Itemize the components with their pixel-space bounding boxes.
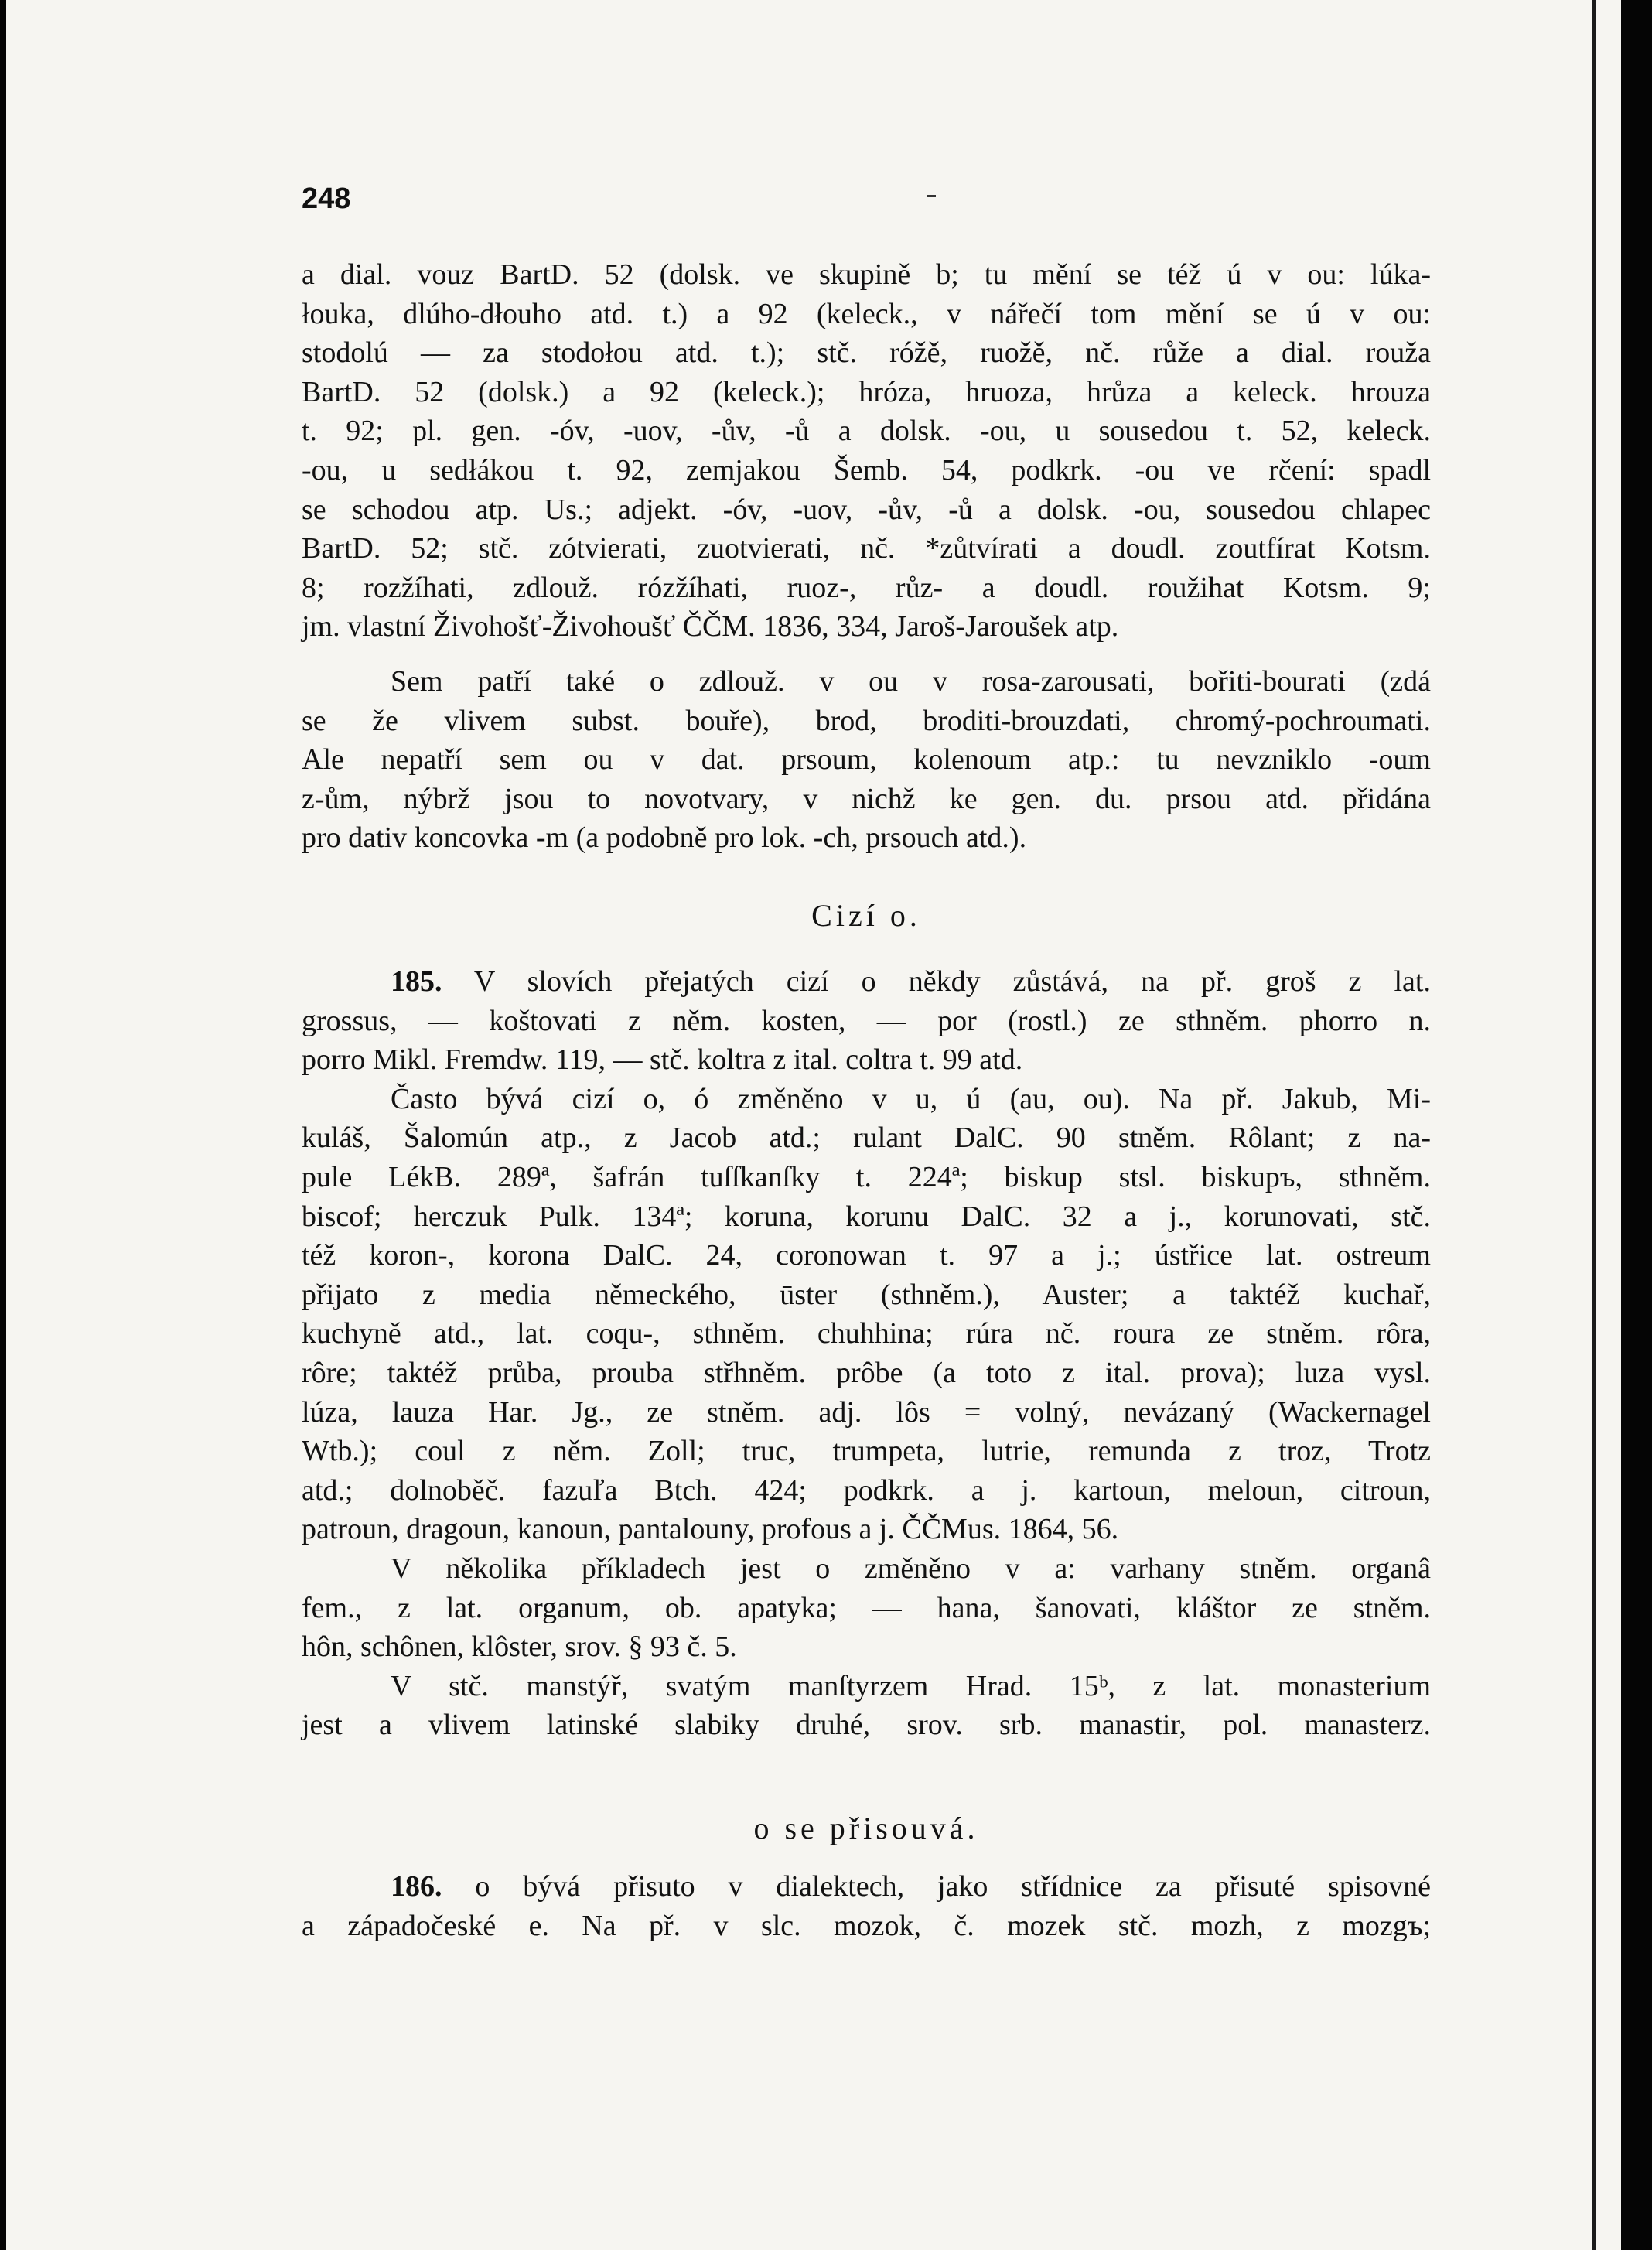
- text-line: BartD. 52; stč. zótvierati, zuotvierati, nč. *zůtvírati a doudl. zoutfírat Kotsm.: [302, 532, 1431, 565]
- paragraph-number: 185.: [391, 965, 442, 998]
- text-line: pule LékB. 289ª, šafrán tuſſkanſky t. 224ª; biskup stsl. biskupъ, sthněm.: [302, 1160, 1431, 1193]
- text-line: V několika příkladech jest o změněno v a: varhany stněm. organâ: [391, 1552, 1431, 1585]
- text-line: Wtb.); coul z něm. Zoll; truc, trumpeta, lutrie, remunda z troz, Trotz: [302, 1435, 1431, 1468]
- text-line: jm. vlastní Živohošť-Živohoušť ČČM. 1836, 334, Jaroš-Jaroušek atp.: [302, 610, 1119, 644]
- text-line: z-ům, nýbrž jsou to novotvary, v nichž ke gen. du. prsou atd. přidána: [302, 782, 1431, 815]
- text-line: Často bývá cizí o, ó změněno v u, ú (au, ou). Na př. Jakub, Mi-: [391, 1082, 1431, 1115]
- text-line: se že vlivem subst. bouře), brod, broditi-brouzdati, chromý-pochroumati.: [302, 704, 1431, 737]
- text-line: a dial. vouz BartD. 52 (dolsk. ve skupině b; tu mění se též ú v ou: lúka-: [302, 258, 1431, 291]
- text-line: 185. V slovích přejatých cizí o někdy zůstává, na př. groš z lat.: [391, 965, 1431, 998]
- text-line: hôn, schônen, klôster, srov. § 93 č. 5.: [302, 1630, 737, 1664]
- text-line: stodolú — za stodołou atd. t.); stč. róžě, ruožě, nč. růže a dial. rouža: [302, 336, 1431, 370]
- book-page: [6, 0, 1621, 2250]
- text-line: a západočeské e. Na př. v slc. mozok, č. mozek stč. mozh, z mozgъ;: [302, 1909, 1431, 1942]
- text-line: kuláš, Šalomún atp., z Jacob atd.; rulant DalC. 90 stněm. Rôlant; z na-: [302, 1122, 1431, 1155]
- text-line: BartD. 52 (dolsk.) a 92 (keleck.); hróza, hruoza, hrůza a keleck. hrouza: [302, 375, 1431, 408]
- text-line: t. 92; pl. gen. -óv, -uov, -ův, -ů a dolsk. -ou, u sousedou t. 52, keleck.: [302, 415, 1431, 448]
- paragraph-sem-patri: [302, 662, 1431, 858]
- text-line: lúza, lauza Har. Jg., ze stněm. adj. lôs = volný, nevázaný (Wackernagel: [302, 1395, 1431, 1429]
- section-heading-cizi-o: Cizí o.: [811, 898, 921, 933]
- text-line: 8; rozžíhati, zdlouž. rózžíhati, ruoz-, růz- a doudl. roužihat Kotsm. 9;: [302, 571, 1431, 604]
- text-line: kuchyně atd., lat. coqu-, sthněm. chuhhina; rúra nč. roura ze stněm. rôra,: [302, 1317, 1431, 1350]
- text-line: porro Mikl. Fremdw. 119, — stč. koltra z ital. coltra t. 99 atd.: [302, 1043, 1023, 1077]
- text-line: patroun, dragoun, kanoun, pantalouny, profous a j. ČČMus. 1864, 56.: [302, 1513, 1119, 1546]
- text-line: Ale nepatří sem ou v dat. prsoum, kolenoum atp.: tu nevzniklo -oum: [302, 743, 1431, 777]
- text-line: -ou, u sedłákou t. 92, zemjakou Šemb. 54, podkrk. -ou ve rčení: spadl: [302, 453, 1431, 487]
- text-line: łouka, dlúho-dłouho atd. t.) a 92 (keleck., v nářečí tom mění se ú v ou:: [302, 297, 1431, 330]
- text-line: se schodou atp. Us.; adjekt. -óv, -uov, -ův, -ů a dolsk. -ou, sousedou chlapec: [302, 493, 1431, 526]
- paragraph-186: [302, 1867, 1431, 1945]
- text-line: jest a vlivem latinské slabiky druhé, srov. srb. manastir, pol. manasterz.: [302, 1709, 1431, 1742]
- text-line: přijato z media německého, ūster (sthněm.), Auster; a taktéž kuchař,: [302, 1278, 1431, 1311]
- text-line: atd.; dolnoběč. fazuľa Btch. 424; podkrk. a j. kartoun, meloun, citroun,: [302, 1473, 1431, 1507]
- text-line: biscof; herczuk Pulk. 134ª; koruna, korunu DalC. 32 a j., korunovati, stč.: [302, 1200, 1431, 1233]
- text-line: Sem patří také o zdlouž. v ou v rosa-zarousati, bořiti-bourati (zdá: [391, 665, 1431, 698]
- paragraph-185: [302, 962, 1431, 1745]
- text-line: grossus, — koštovati z něm. kosten, — por (rostl.) ze sthněm. phorro n.: [302, 1004, 1431, 1037]
- text-line: V stč. manstýř, svatým manſtyrzem Hrad. 15ᵇ, z lat. monasterium: [391, 1669, 1431, 1702]
- text-line: rôre; taktéž průba, prouba střhněm. prôbe (a toto z ital. prova); luza vysl.: [302, 1356, 1431, 1389]
- header-mark: [927, 195, 936, 197]
- text-line: 186. o bývá přisuto v dialektech, jako střídnice za přisuté spisovné: [391, 1870, 1431, 1903]
- text-line: fem., z lat. organum, ob. apatyka; — hana, šanovati, kláštor ze stněm.: [302, 1591, 1431, 1624]
- text-line: pro dativ koncovka -m (a podobně pro lok. -ch, prsouch atd.).: [302, 821, 1027, 855]
- section-heading-o-se-prisouva: o se přisouvá.: [753, 1811, 979, 1845]
- text-line: též koron-, korona DalC. 24, coronowan t. 97 a j.; ústřice lat. ostreum: [302, 1239, 1431, 1272]
- paragraph-continuation: [302, 255, 1431, 647]
- paragraph-number: 186.: [391, 1870, 442, 1903]
- page-edge-shadow: [1592, 0, 1596, 2250]
- page-number: 248: [302, 183, 351, 215]
